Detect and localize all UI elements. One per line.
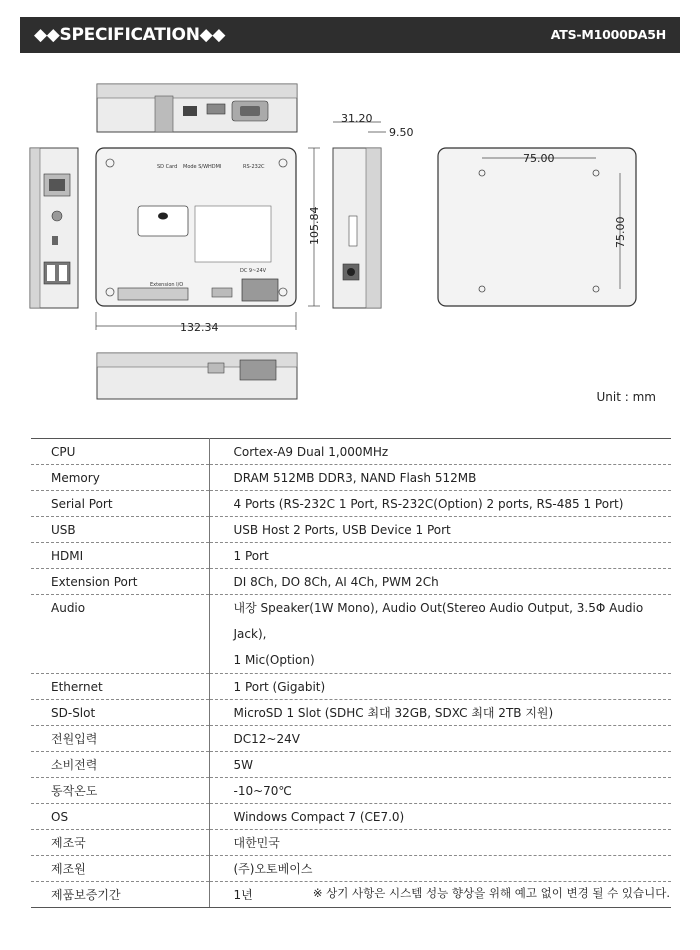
dim-hole-horizontal: 75.00	[523, 152, 555, 165]
svg-text:Extension I/O: Extension I/O	[150, 282, 184, 288]
spec-value: 1 Port	[209, 543, 671, 569]
dim-hole-vertical: 75.00	[614, 216, 627, 248]
spec-row	[31, 752, 671, 778]
dim-depth: 31.20	[341, 112, 373, 125]
spec-row	[31, 595, 671, 674]
spec-key: 제조국	[31, 830, 209, 856]
spec-value: 4 Ports (RS-232C 1 Port, RS-232C(Option) 2 ports, RS-485 1 Port)	[209, 491, 671, 517]
spec-value-multiline	[209, 595, 671, 674]
spec-value: 내장 Speaker(1W Mono), Audio Out(Stereo Audio Output, 3.5Φ Audio Jack),	[233, 601, 644, 641]
svg-text:DC 9~24V: DC 9~24V	[240, 268, 267, 274]
dimension-drawing	[0, 60, 700, 410]
svg-text:SD Card: SD Card	[157, 164, 178, 170]
spec-value: DC12~24V	[209, 726, 671, 752]
spec-row	[31, 439, 671, 465]
spec-key: OS	[31, 804, 209, 830]
spec-key: USB	[31, 517, 209, 543]
svg-text:RS-232C: RS-232C	[243, 164, 265, 170]
spec-key: 전원입력	[31, 726, 209, 752]
top-view	[97, 84, 297, 132]
dim-width: 132.34	[180, 321, 219, 334]
spec-value: (주)오토베이스	[209, 856, 671, 882]
spec-key: 동작온도	[31, 778, 209, 804]
spec-row	[31, 543, 671, 569]
spec-value: USB Host 2 Ports, USB Device 1 Port	[209, 517, 671, 543]
spec-key: 제품보증기간	[31, 882, 209, 908]
model-number: ATS-M1000DA5H	[550, 27, 666, 42]
spec-key: HDMI	[31, 543, 209, 569]
spec-value: 1년	[209, 882, 671, 908]
mounting-plate-view	[438, 148, 636, 306]
spec-value: MicroSD 1 Slot (SDHC 최대 32GB, SDXC 최대 2TB 지원)	[209, 700, 671, 726]
spec-value: 대한민국	[209, 830, 671, 856]
spec-key: Serial Port	[31, 491, 209, 517]
spec-key: Audio	[31, 595, 209, 674]
spec-value: Cortex-A9 Dual 1,000MHz	[209, 439, 671, 465]
spec-value: DRAM 512MB DDR3, NAND Flash 512MB	[209, 465, 671, 491]
spec-key: 제조원	[31, 856, 209, 882]
spec-row	[31, 726, 671, 752]
spec-row	[31, 674, 671, 700]
left-side-view	[30, 148, 78, 308]
spec-value: 5W	[209, 752, 671, 778]
spec-key: Extension Port	[31, 569, 209, 595]
spec-key: 소비전력	[31, 752, 209, 778]
svg-text:HDMI: HDMI	[208, 164, 222, 170]
spec-key: SD-Slot	[31, 700, 209, 726]
spec-value: DI 8Ch, DO 8Ch, AI 4Ch, PWM 2Ch	[209, 569, 671, 595]
spec-value: Windows Compact 7 (CE7.0)	[209, 804, 671, 830]
spec-row	[31, 700, 671, 726]
spec-key: CPU	[31, 439, 209, 465]
spec-row	[31, 778, 671, 804]
spec-value: -10~70℃	[209, 778, 671, 804]
spec-row	[31, 856, 671, 882]
spec-row	[31, 569, 671, 595]
spec-row	[31, 517, 671, 543]
spec-key: Memory	[31, 465, 209, 491]
spec-row	[31, 465, 671, 491]
bottom-view	[97, 353, 297, 399]
page-title: ◆◆SPECIFICATION◆◆	[34, 25, 226, 45]
footnote: ※ 상기 사항은 시스템 성능 향상을 위해 예고 없이 변경 될 수 있습니다.	[312, 886, 670, 900]
rear-view	[96, 148, 296, 306]
spec-row	[31, 830, 671, 856]
spec-row	[31, 491, 671, 517]
spec-value-line2: 1 Mic(Option)	[233, 653, 315, 667]
right-side-view	[333, 148, 381, 308]
header-bar	[20, 17, 680, 53]
svg-text:Mode S/W: Mode S/W	[183, 164, 209, 170]
spec-key: Ethernet	[31, 674, 209, 700]
dim-flange: 9.50	[389, 126, 414, 139]
spec-table	[31, 438, 671, 908]
spec-value: 1 Port (Gigabit)	[209, 674, 671, 700]
unit-label: Unit : mm	[596, 390, 656, 404]
spec-row	[31, 804, 671, 830]
dim-height: 105.84	[308, 206, 321, 245]
